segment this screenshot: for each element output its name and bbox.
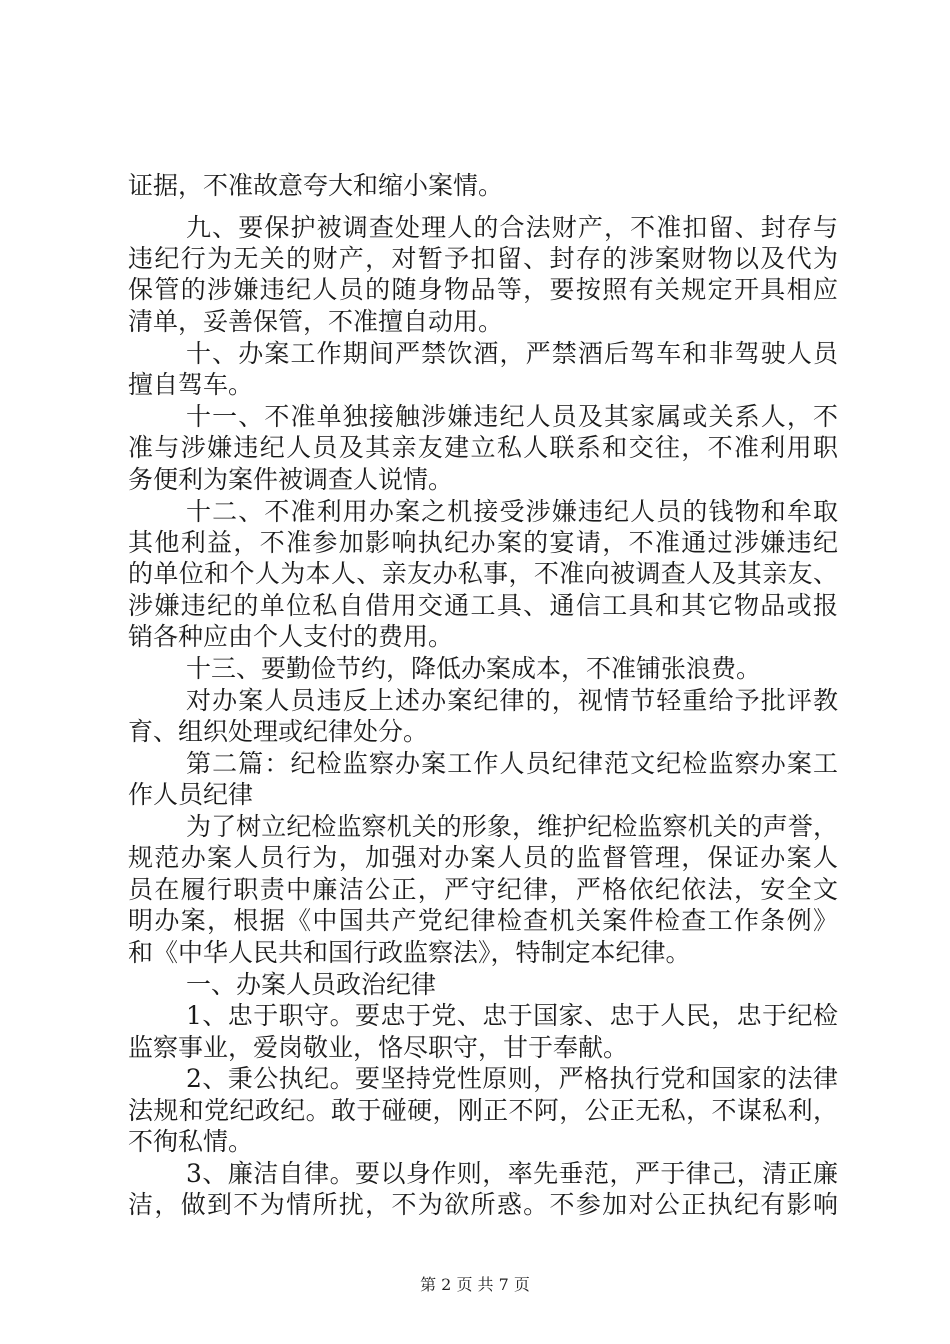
text-line: 法规和党纪政纪。敢于碰硬，刚正不阿，公正无私，不谋私利， <box>128 1096 838 1125</box>
text-line: 监察事业，爱岗敬业，恪尽职守，甘于奉献。 <box>128 1033 629 1062</box>
text-line: 九、要保护被调查处理人的合法财产，不准扣留、封存与 <box>186 213 838 242</box>
text-line: 对办案人员违反上述办案纪律的，视情节轻重给予批评教 <box>186 686 838 715</box>
text-line: 的单位和个人为本人、亲友办私事，不准向被调查人及其亲友、 <box>128 559 838 588</box>
text-line: 3、廉洁自律。要以身作则，率先垂范，严于律己，清正廉 <box>186 1159 838 1188</box>
text-line: 销各种应由个人支付的费用。 <box>128 622 454 651</box>
text-line: 为了树立纪检监察机关的形象，维护纪检监察机关的声誉， <box>186 812 838 841</box>
text-line: 违纪行为无关的财产，对暂予扣留、封存的涉案财物以及代为 <box>128 244 838 273</box>
text-line: 十三、要勤俭节约，降低办案成本，不准铺张浪费。 <box>186 654 762 683</box>
text-line: 员在履行职责中廉洁公正，严守纪律，严格依纪依法，安全文 <box>128 875 838 904</box>
text-line: 作人员纪律 <box>128 780 254 809</box>
text-line: 和《中华人民共和国行政监察法》，特制定本纪律。 <box>128 938 691 967</box>
text-line: 准与涉嫌违纪人员及其亲友建立私人联系和交往，不准利用职 <box>128 433 838 462</box>
text-line: 一、办案人员政治纪律 <box>186 970 437 999</box>
text-line: 保管的涉嫌违纪人员的随身物品等，要按照有关规定开具相应 <box>128 275 838 304</box>
text-line: 十一、不准单独接触涉嫌违纪人员及其家属或关系人，不 <box>186 402 838 431</box>
text-line: 2、秉公执纪。要坚持党性原则，严格执行党和国家的法律 <box>186 1064 838 1093</box>
text-line: 洁，做到不为情所扰，不为欲所惑。不参加对公正执纪有影响 <box>128 1190 838 1219</box>
text-line: 十、办案工作期间严禁饮酒，严禁酒后驾车和非驾驶人员 <box>186 339 838 368</box>
text-line: 擅自驾车。 <box>128 370 254 399</box>
text-line: 1、忠于职守。要忠于党、忠于国家、忠于人民，忠于纪检 <box>186 1001 838 1030</box>
text-line: 第二篇：纪检监察办案工作人员纪律范文纪检监察办案工 <box>186 749 838 778</box>
page-footer: 第 2 页 共 7 页 <box>420 1275 530 1294</box>
text-line: 育、组织处理或纪律处分。 <box>128 717 429 746</box>
text-line: 证据，不准故意夸大和缩小案情。 <box>128 171 504 200</box>
text-line: 清单，妥善保管，不准擅自动用。 <box>128 307 504 336</box>
text-line: 务便利为案件被调查人说情。 <box>128 465 454 494</box>
text-line: 十二、不准利用办案之机接受涉嫌违纪人员的钱物和牟取 <box>186 497 838 526</box>
text-line: 其他利益，不准参加影响执纪办案的宴请，不准通过涉嫌违纪 <box>128 528 838 557</box>
text-line: 规范办案人员行为，加强对办案人员的监督管理，保证办案人 <box>128 843 838 872</box>
text-line: 涉嫌违纪的单位私自借用交通工具、通信工具和其它物品或报 <box>128 591 838 620</box>
text-line: 不徇私情。 <box>128 1127 254 1156</box>
text-line: 明办案，根据《中国共产党纪律检查机关案件检查工作条例》 <box>128 906 838 935</box>
